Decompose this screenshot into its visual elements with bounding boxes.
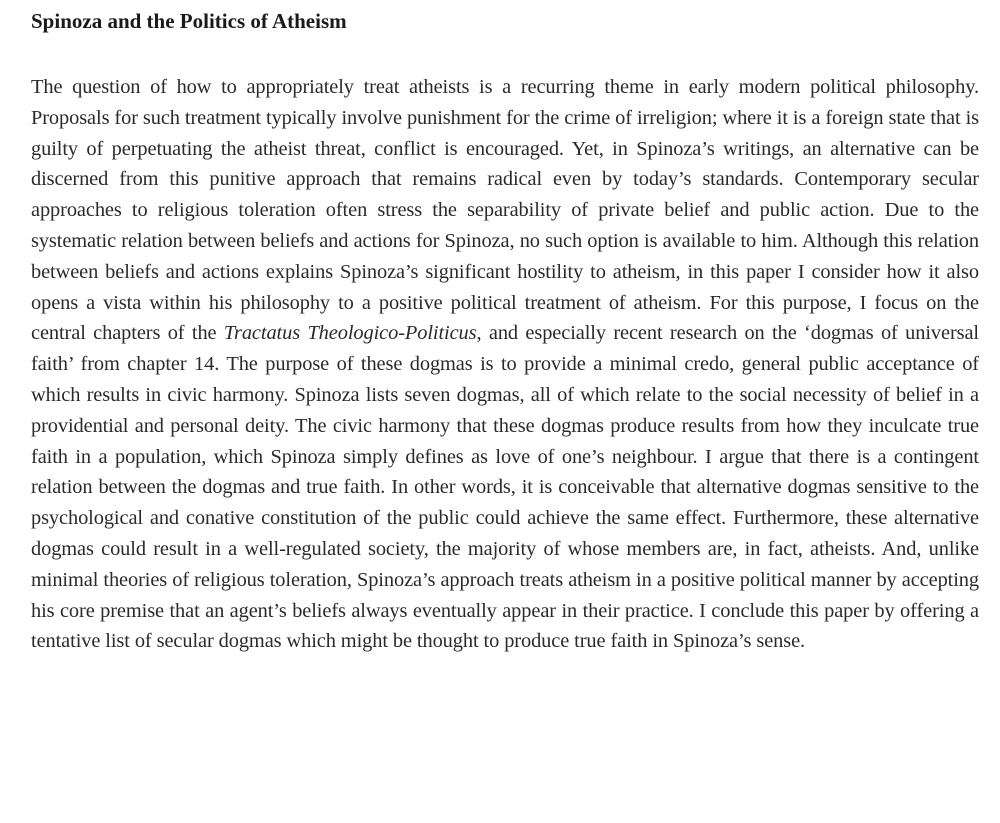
document-page bbox=[31, 6, 979, 657]
document-title: Spinoza and the Politics of Atheism bbox=[31, 9, 347, 33]
abstract-paragraph bbox=[31, 72, 979, 657]
book-title-italic: Tractatus Theologico-Politicus bbox=[223, 322, 477, 345]
abstract-text-part-2: , and especially recent research on the ‘dogmas of universal faith’ from chapter 14. The purpose of these dogmas is to provide a minimal credo, general public acceptance of which results in civic harmony. Spinoza lists seven dogmas, all of which relate to the social necessity of belief in a providential and personal deity. The civic harmony that these dogmas produce results from how they inculcate true faith in a population, which Spinoza simply defines as love of one’s neighbour. I argue that there is a contingent relation between the dogmas and true faith. In other words, it is conceivable that alternative dogmas sensitive to the psychological and conative constitution of the public could achieve the same effect. Furthermore, these alternative dogmas could result in a well-regulated society, the majority of whose members are, in fact, atheists. And, unlike minimal theories of religious toleration, Spinoza’s approach treats atheism in a positive political manner by accepting his core premise that an agent’s beliefs always eventually appear in their practice. I conclude this paper by offering a tentative list of secular dogmas which might be thought to produce true faith in Spinoza’s sense. bbox=[31, 322, 979, 653]
abstract-text-part-1: The question of how to appropriately treat atheists is a recurring theme in early modern political philosophy. Proposals for such treatment typically involve punishment for the crime of irreligion; where it is a foreign state that is guilty of perpetuating the atheist threat, conflict is encouraged. Yet, in Spinoza’s writings, an alternative can be discerned from this punitive approach that remains radical even by today’s standards. Contemporary secular approaches to religious toleration often stress the separability of private belief and public action. Due to the systematic relation between beliefs and actions for Spinoza, no such option is available to him. Although this relation between beliefs and actions explains Spinoza’s significant hostility to atheism, in this paper I consider how it also opens a vista within his philosophy to a positive political treatment of atheism. For this purpose, I focus on the central chapters of the bbox=[31, 76, 979, 345]
